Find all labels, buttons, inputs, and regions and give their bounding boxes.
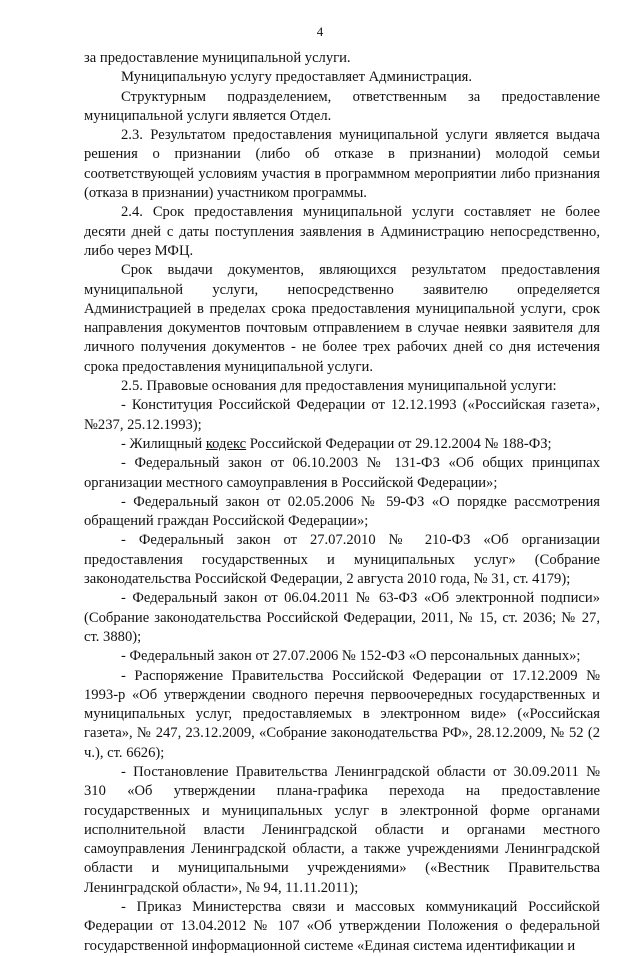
paragraph-structural-unit: Структурным подразделением, ответственным за предоставление муниципальной услуги является Отдел. (84, 88, 600, 124)
legal-item-107-order: - Приказ Министерства связи и массовых коммуникаций Российской Федерации от 13.04.2012 № 107 «Об утверждении Положения о федеральной государственной информационной системе «Единая система идентификации и (84, 899, 600, 954)
legal-item-63-fz: - Федеральный закон от 06.04.2011 № 63-ФЗ «Об электронной подписи» (Собрание законодательства Российской Федерации, 2011, № 15, ст. 2036; № 27, ст. 3880); (84, 590, 600, 645)
housing-code-suffix: Российской Федерации от 29.12.2004 № 188-ФЗ; (246, 435, 552, 452)
paragraph-provider: Муниципальную услугу предоставляет Администрация. (121, 69, 473, 86)
paragraph-continuation: за предоставление муниципальной услуги. (84, 50, 351, 66)
legal-item-210-fz: - Федеральный закон от 27.07.2010 № 210-ФЗ «Об организации предоставления государственных и муниципальных услуг» (Собрание законодательства Российской Федерации, 2 августа 2010 года, № 31, ст. 4179); (84, 532, 600, 588)
legal-item-constitution: - Конституция Российской Федерации от 12.12.1993 («Российская газета», №237, 25.12.1993); (84, 397, 600, 433)
legal-item-131-fz: - Федеральный закон от 06.10.2003 № 131-ФЗ «Об общих принципах организации местного самоуправления в Российской Федерации»; (84, 455, 600, 491)
housing-code-prefix: - Жилищный (121, 435, 206, 452)
paragraph-2-3-result: 2.3. Результатом предоставления муниципальной услуги является выдача решения о признании (либо об отказе в признании) молодой семьи соответствующей условиям участия в программном мероприятии либо признания (отказа в признании) участником программы. (84, 127, 600, 202)
housing-code-link[interactable]: кодекс (205, 435, 247, 452)
legal-item-59-fz: - Федеральный закон от 02.05.2006 № 59-ФЗ «О порядке рассмотрения обращений граждан Российской Федерации»; (84, 493, 600, 530)
paragraph-2-5-legal-basis: 2.5. Правовые основания для предоставления муниципальной услуги: (121, 378, 557, 395)
paragraph-2-4-term: 2.4. Срок предоставления муниципальной услуги составляет не более десяти дней с даты поступления заявления в Администрацию непосредственно, либо через МФЦ. (84, 204, 600, 259)
document-body (84, 49, 600, 956)
legal-item-housing-code (84, 435, 600, 454)
legal-item-152-fz: - Федеральный закон от 27.07.2006 № 152-ФЗ «О персональных данных»; (121, 648, 581, 665)
legal-item-310-resolution: - Постановление Правительства Ленинградской области от 30.09.2011 № 310 «Об утверждении плана-графика перехода на предоставление государственных и муниципальных услуг в электронной форме органами исполнительной власти Ленинградской области и органами местного самоуправления Ленинградской области, а также учреждениями Ленинградской области и муниципальными учреждениями» («Вестник Правительства Ленинградской области», № 94, 11.11.2011); (84, 763, 600, 896)
legal-item-1993-r: - Распоряжение Правительства Российской Федерации от 17.12.2009 № 1993-р «Об утверждении сводного перечня первоочередных государственных и муниципальных услуг, предоставляемых в электронном виде» («Российская газета», № 247, 23.12.2009, «Собрание законодательства РФ», 28.12.2009, № 52 (2 ч.), ст. 6626); (84, 667, 600, 761)
page-number: 4 (316, 24, 324, 39)
paragraph-issue-term: Срок выдачи документов, являющихся результатом предоставления муниципальной услуги, непосредственно заявителю определяется Администрацией в пределах срока предоставления муниципальной услуги, срок направления документов почтовым отправлением в случае неявки заявителя для личного получения документов - не более трех рабочих дней со дня истечения срока предоставления муниципальной услуги. (84, 262, 600, 375)
